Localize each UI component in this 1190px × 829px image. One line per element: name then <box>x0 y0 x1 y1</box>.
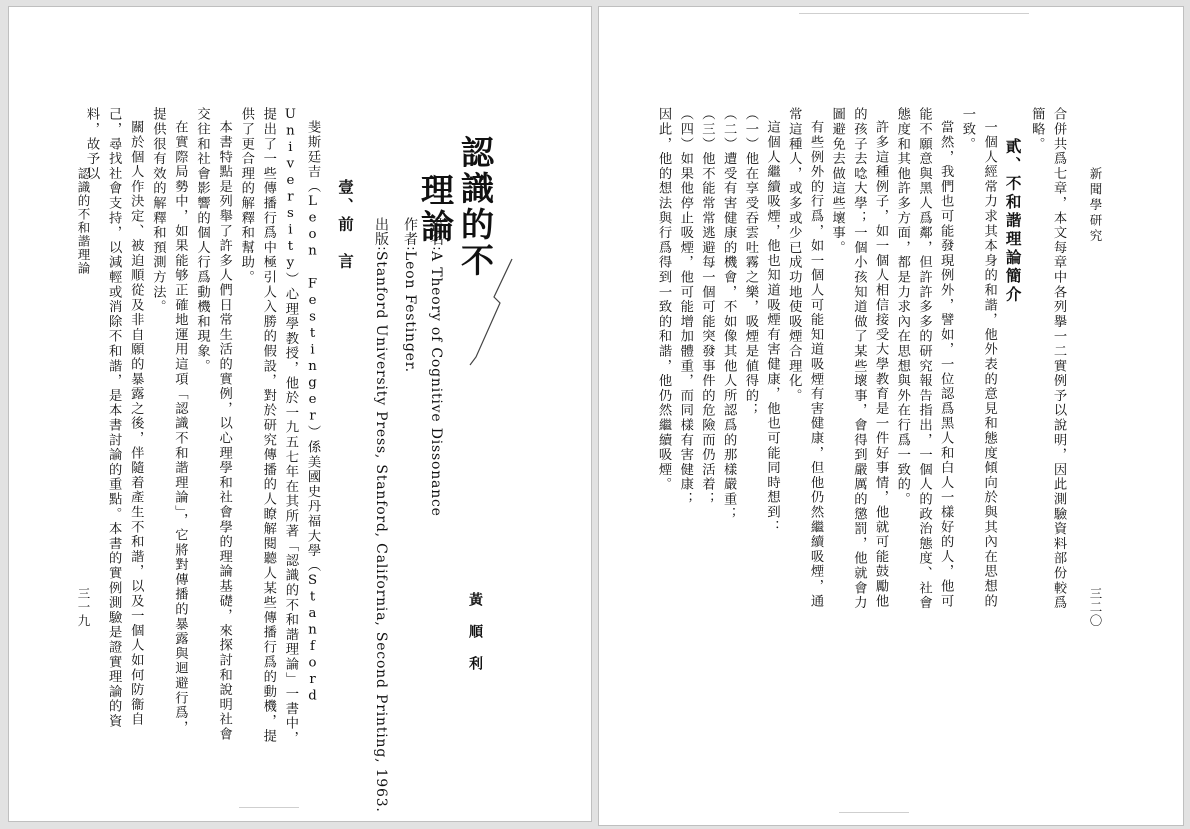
left-body-text <box>84 107 323 747</box>
paragraph: 斐斯廷吉（Leon Festinger）係美國史丹福大學（Stanford University）心理學教授，他於一九五七年在其所著「認識的不和諧理論」一書中，提出了一些傳播行爲中極引人入勝的假設，對於研究傳播的人瞭解閱聽人某些傳播行爲的動機，提供了更合理的解釋和幫助。 <box>238 107 320 746</box>
paragraph: 在實際局勢中，如果能够正確地運用這項「認識不和諧理論」，它將對傳播的暴露與迴避行爲，提供很有效的解釋和預測方法。 <box>150 107 188 736</box>
book-title-part2: 理論 <box>416 173 455 245</box>
closing-paragraph: 因此，他的想法與行爲得到一致的和諧，他仍然繼續吸煙。 <box>656 107 672 492</box>
right-page <box>598 6 1184 826</box>
author-line: 作者∶Leon Festinger. <box>402 217 418 373</box>
lead-paragraph: 合併共爲七章，本文每章中各列擧一二實例予以說明，因此測驗資料部份較爲簡略。 <box>1029 107 1066 611</box>
reviewer-name: 黃順利 <box>467 592 483 688</box>
scan-artifact <box>839 812 909 813</box>
section-heading-preface: 壹、前 言 <box>336 179 354 272</box>
section-heading-theory: 貳、不和諧理論簡介 <box>1003 138 1022 305</box>
paragraph: 關於個人作決定、被迫順從及非自願的暴露之後，伴隨着產生不和諧，以及一個人如何防衞自己，尋找社會支持，以減輕或消除不和諧，是本書討論的重點。本書的實例測驗是證實理論的資料，故予以 <box>84 107 144 729</box>
right-body-text <box>656 107 1069 622</box>
book-title-part1: 認識的不 <box>456 135 495 279</box>
page-number: 三一九 <box>76 587 91 628</box>
scan-artifact <box>239 807 299 808</box>
paragraph: 這個人繼續吸煙，他也知道吸煙有害健康，他也可能同時想到： <box>764 120 780 535</box>
publisher-line: 出版∶Stanford University Press, Stanford, California, Second Printing, 1963. <box>373 217 389 813</box>
torn-paper-mark <box>464 257 514 367</box>
running-title: 認識的不和諧理論 <box>76 167 91 275</box>
paragraph: 當然，我們也可能發現例外，譬如，一位認爲黑人和白人一樣好的人，他可能不願意與黑人爲鄰，但許許多多的研究報告指出，一個人的政治態度、社會態度和其他許多方面，都是力求內在思想與外在行爲一致的。 <box>894 107 954 611</box>
paragraph: 有些例外的行爲，如一個人可能知道吸煙有害健康，但他仍然繼續吸煙，通常這種人，或多或少已成功地使吸煙合理化。 <box>786 107 823 609</box>
list-item: （三）他不能常常逃避每一個可能突發事件的危險而仍活着； <box>699 107 715 507</box>
page-number: 三二〇 <box>1088 587 1103 628</box>
paragraph: 一個人經常力求其本身的和諧，他外表的意見和態度傾向於與其內在思想的一致。 <box>959 107 997 609</box>
list-item: （四）如果他停止吸煙，他可能增加體重，而同樣有害健康； <box>677 107 693 507</box>
running-title: 新聞學研究 <box>1088 167 1103 245</box>
paragraph: 許多這種例子，如一個人相信接受大學教育是一件好事情，他就可能鼓勵他的孩子去唸大學；一個小孩知道做了某些壞事，會得到嚴厲的懲罰，他就會力圖避免去做這些壞事。 <box>829 107 889 611</box>
scan-artifact <box>799 13 1029 14</box>
left-page <box>8 6 592 822</box>
list-item: （一）他在享受吞雲吐霧之樂，吸煙是値得的； <box>742 107 758 418</box>
list-item: （二）遭受有害健康的機會，不如像其他人所認爲的那樣嚴重； <box>721 107 737 522</box>
paragraph: 本書特點是列舉了許多人們日常生活的實例，以心理學和社會學的理論基礎，來探討和說明社會交往和社會影響的個人行爲動機和現象。 <box>194 107 232 742</box>
book-name-line: 書名∶A Theory of Cognitive Dissonance <box>428 217 444 517</box>
